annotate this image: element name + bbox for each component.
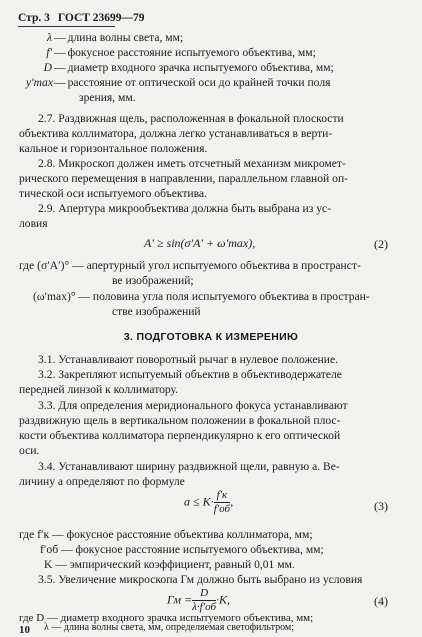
- para-3-3-line1: 3.3. Для определения меридионального фокуса устанавливают: [38, 399, 348, 412]
- para-3-3-line4: оси.: [19, 444, 40, 457]
- definition-collimator-focal: где f′к — фокусное расстояние объектива коллиматора, мм;: [19, 528, 313, 541]
- definition-half-field-angle-cont: стве изображений: [112, 305, 201, 318]
- para-3-2-line1: 3.2. Закрепляют испытуемый объектив в объективодержателе: [38, 368, 342, 381]
- formula-4-number: (4): [374, 594, 388, 608]
- definition-lambda: λ — длина волны света, мм;: [46, 31, 184, 44]
- definition-aperture-angle-cont: ве изображений;: [112, 274, 194, 287]
- para-2-7-line2: объектива коллиматора, должна легко устанавливаться в верти-: [19, 127, 333, 140]
- para-2-9-line2: ловия: [19, 217, 48, 230]
- definition-objective-focal: f′об — фокусное расстояние испытуемого объектива, мм;: [40, 543, 324, 556]
- page-number: 10: [19, 624, 30, 636]
- definition-pupil-diameter-2: где D — диаметр входного зрачка испытуемого объектива, мм;: [19, 612, 314, 624]
- formula-3-number: (3): [374, 499, 388, 513]
- definition-coeff-k: K — эмпирический коэффициент, равный 0,01 мм.: [44, 558, 295, 571]
- para-3-4-line2: личину a определяют по формуле: [19, 475, 185, 488]
- para-3-1: 3.1. Устанавливают поворотный рычаг в нулевое положение.: [38, 353, 338, 366]
- para-3-4-line1: 3.4. Устанавливают ширину раздвижной щели, равную a. Ве-: [38, 460, 340, 473]
- para-2-7-line1: 2.7. Раздвижная щель, расположенная в фокальной плоскости: [38, 112, 344, 125]
- para-2-8-line1: 2.8. Микроскоп должен иметь отсчетный механизм микромет-: [38, 157, 346, 170]
- header-rule: [18, 26, 115, 27]
- para-3-3-line2: раздвижную щель в вертикальном положении в фокальной плос-: [19, 414, 341, 427]
- formula-4: Гм = $\frac{D}{\lambda\cdot f'об}$ ·K,: [167, 587, 230, 613]
- para-3-5: 3.5. Увеличение микроскопа Гм должно быть выбрано из условия: [38, 573, 363, 586]
- para-3-3-line3: кости объектива коллиматора перпендикулярно к его оптической: [19, 429, 341, 442]
- definition-ymax-cont: зрения, мм.: [79, 91, 136, 104]
- formula-2: A′ ≥ sin(σ′A′ + ω′max),: [144, 236, 256, 250]
- para-2-7-line3: кальное и горизонтальное положения.: [19, 142, 208, 155]
- para-3-2-line2: передней линзой к коллиматору.: [19, 383, 179, 396]
- definition-wavelength-filter: λ — длина волны света, мм, определяемая светофильтром;: [44, 622, 294, 633]
- formula-3: a ≤ K· $\frac{f'к}{f'об}$ ,: [184, 489, 234, 515]
- definition-focal-length: f′ — фокусное расстояние испытуемого объектива, мм;: [46, 46, 316, 59]
- para-2-9-line1: 2.9. Апертура микрообъектива должна быть выбрана из ус-: [38, 202, 332, 215]
- page-header: [18, 11, 145, 26]
- formula-2-number: (2): [374, 237, 388, 251]
- page-label: Стр. 3: [18, 12, 50, 24]
- standard-code: ГОСТ 23699—79: [57, 12, 145, 24]
- definition-ymax: y′max— расстояние от оптической оси до крайней точки поля: [26, 76, 331, 89]
- para-2-8-line2: рического перемещения в направлении, параллельном главной оп-: [19, 172, 349, 185]
- section-3-title: 3. ПОДГОТОВКА К ИЗМЕРЕНИЮ: [123, 331, 299, 343]
- definition-pupil-diameter: D — диаметр входного зрачка испытуемого объектива, мм;: [43, 61, 334, 74]
- definition-aperture-angle: где (σ′A′)° — апертурный угол испытуемого объектива в пространст-: [19, 259, 361, 272]
- para-2-8-line3: тической оси испытуемого объектива.: [19, 187, 207, 200]
- definition-half-field-angle: (ω′max)° — половина угла поля испытуемого объектива в простран-: [33, 290, 370, 303]
